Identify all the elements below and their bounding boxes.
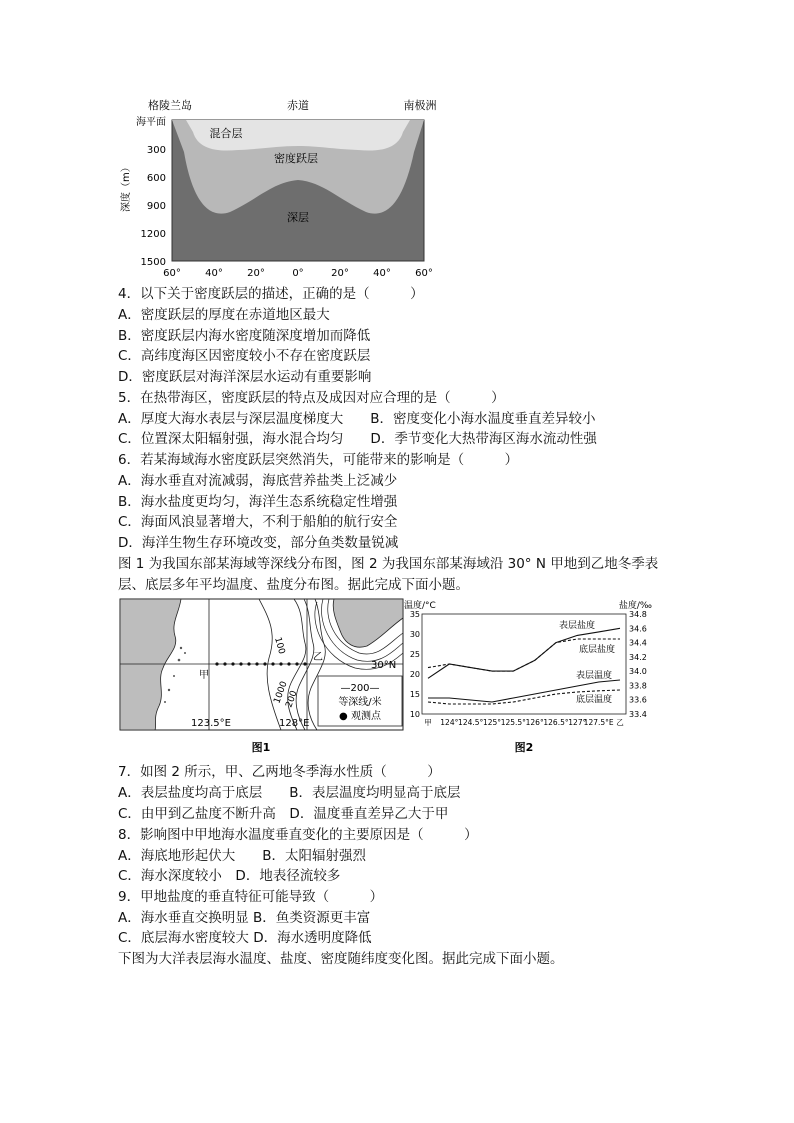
label-antarctica: 南极洲 (403, 99, 437, 112)
q9-options-cd: C．底层海水密度较大 D．海水透明度降低 (118, 930, 372, 946)
x-tick-label: 125° (482, 718, 502, 727)
q6-option-a: A．海水垂直对流减弱，海底营养盐类上泛减少 (118, 473, 398, 489)
depth-axis-title: 深度（m） (121, 162, 132, 212)
q9-options-ab: A．海水垂直交换明显 B．鱼类资源更丰富 (118, 910, 371, 926)
x-tick-label: 127° (568, 718, 587, 727)
depth-tick-1200: 1200 (140, 229, 166, 240)
label-equator: 赤道 (287, 99, 309, 112)
label-yi: 乙 (313, 652, 323, 663)
contour-label-1000: 1000 (272, 680, 290, 706)
salinity-tick-label: 33.8 (629, 681, 647, 691)
q5-options-ab: A．厚度大海水表层与深层温度梯度大 B．密度变化小海水温度垂直差异较小 (118, 411, 596, 427)
q6-option-b: B．海水盐度更均匀，海洋生态系统稳定性增强 (118, 494, 398, 510)
x-tick-label: 127.5°E (583, 718, 614, 727)
label-30n: 30°N (371, 660, 397, 671)
q6-option-d: D．海洋生物生存环境改变，部分鱼类数量锐减 (118, 535, 399, 551)
series-label-surface-salinity: 表层盐度 (559, 621, 596, 631)
x-tick-label: 乙 (616, 718, 624, 727)
fig2-caption: 图2 (514, 741, 534, 754)
lat-tick: 0° (292, 268, 304, 279)
lat-tick: 40° (373, 268, 391, 279)
label-deep-layer: 深层 (287, 211, 309, 224)
q7-stem: 7．如图 2 所示，甲、乙两地冬季海水性质（ ） (118, 764, 441, 780)
temp-tick-label: 10 (409, 710, 420, 719)
lat-tick: 20° (331, 268, 349, 279)
depth-tick-sea-level: 海平面 (136, 117, 166, 128)
x-tick-label: 126° (525, 718, 544, 727)
contour-label-200: 200 (284, 689, 300, 710)
q8-stem: 8．影响图中甲地海水温度垂直变化的主要原因是（ ） (118, 827, 478, 843)
label-jia: 甲 (199, 670, 209, 681)
y-left-title: 温度/°C (404, 601, 436, 611)
x-tick-label: 甲 (424, 718, 432, 727)
q7-options-ab: A．表层盐度均高于底层 B．表层温度均明显高于底层 (118, 785, 461, 801)
legend-observation-point: ● 观测点 (339, 711, 381, 722)
label-123-5e: 123.5°E (191, 718, 231, 729)
salinity-tick-label: 33.4 (629, 710, 647, 719)
salinity-tick-label: 34.2 (629, 652, 647, 662)
series-label-bottom-salinity: 底层盐度 (579, 645, 616, 655)
lat-tick: 60° (415, 268, 433, 279)
q4-option-a: A．密度跃层的厚度在赤道地区最大 (118, 307, 330, 323)
series-line-1 (428, 639, 620, 671)
q4-option-b: B．密度跃层内海水密度随深度增加而降低 (118, 328, 371, 344)
label-pycnocline: 密度跃层 (274, 152, 318, 165)
lat-tick: 60° (163, 268, 181, 279)
q5-stem: 5．在热带海区，密度跃层的特点及成因对应合理的是（ ） (118, 390, 505, 406)
depth-tick-900: 900 (146, 201, 166, 212)
outro-text: 下图为大洋表层海水温度、盐度、密度随纬度变化图。据此完成下面小题。 (118, 951, 564, 967)
temp-tick-label: 15 (409, 690, 420, 699)
label-mixed-layer: 混合层 (209, 127, 243, 140)
temp-tick-label: 30 (409, 630, 420, 639)
contour-label-100: 100 (272, 636, 287, 656)
salinity-tick-label: 33.6 (629, 695, 647, 705)
q8-options-cd: C．海水深度较小 D．地表径流较多 (118, 868, 341, 884)
q6-option-c: C．海面风浪显著增大，不利于船舶的航行安全 (118, 514, 398, 530)
y-right-title: 盐度/‰ (618, 601, 652, 611)
intro-figures-line2: 层、底层多年平均温度、盐度分布图。据此完成下面小题。 (118, 577, 469, 593)
depth-tick-600: 600 (146, 173, 166, 184)
salinity-tick-label: 34.4 (629, 638, 647, 648)
q4-option-d: D．密度跃层对海洋深层水运动有重要影响 (118, 369, 372, 385)
salinity-tick-label: 34.0 (629, 667, 647, 677)
temp-tick-label: 35 (409, 610, 420, 619)
legend-contour-sample: —200— (340, 683, 380, 694)
x-tick-label: 125.5° (500, 718, 526, 727)
x-tick-label: 124° (440, 718, 459, 727)
lat-tick: 20° (247, 268, 265, 279)
salinity-tick-label: 34.6 (629, 624, 647, 634)
depth-tick-300: 300 (146, 145, 166, 156)
x-tick-label: 124.5° (458, 718, 484, 727)
temp-tick-label: 20 (409, 670, 420, 679)
label-128e: 128°E (279, 718, 310, 729)
series-label-bottom-temp: 底层温度 (576, 695, 613, 705)
intro-figures-line1: 图 1 为我国东部某海域等深线分布图，图 2 为我国东部某海域沿 30° N 甲地到乙地冬季表 (118, 556, 659, 572)
legend-contour-text: 等深线/米 (338, 697, 382, 708)
lat-tick: 40° (205, 268, 223, 279)
q7-options-cd: C．由甲到乙盐度不断升高 D．温度垂直差异乙大于甲 (118, 806, 449, 822)
q8-options-ab: A．海底地形起伏大 B．太阳辐射强烈 (118, 848, 366, 864)
x-tick-label: 126.5° (543, 718, 569, 727)
salinity-tick-label: 34.8 (629, 610, 647, 619)
q6-stem: 6．若某海域海水密度跃层突然消失，可能带来的影响是（ ） (118, 452, 519, 468)
fig1-caption: 图1 (251, 741, 271, 754)
q4-option-c: C．高纬度海区因密度较小不存在密度跃层 (118, 348, 371, 364)
density-layer-figure (118, 94, 448, 284)
q5-options-cd: C．位置深太阳辐射强，海水混合均匀 D．季节变化大热带海区海水流动性强 (118, 431, 597, 447)
series-label-surface-temp: 表层温度 (576, 671, 613, 681)
q4-stem: 4．以下关于密度跃层的描述，正确的是（ ） (118, 286, 424, 302)
temp-tick-label: 25 (409, 650, 420, 659)
label-greenland: 格陵兰岛 (148, 99, 192, 112)
q9-stem: 9．甲地盐度的垂直特征可能导致（ ） (118, 889, 384, 905)
fig1-bathymetry-map (119, 598, 404, 758)
fig2-temp-salinity-chart (404, 598, 654, 758)
depth-tick-1500: 1500 (140, 257, 166, 268)
